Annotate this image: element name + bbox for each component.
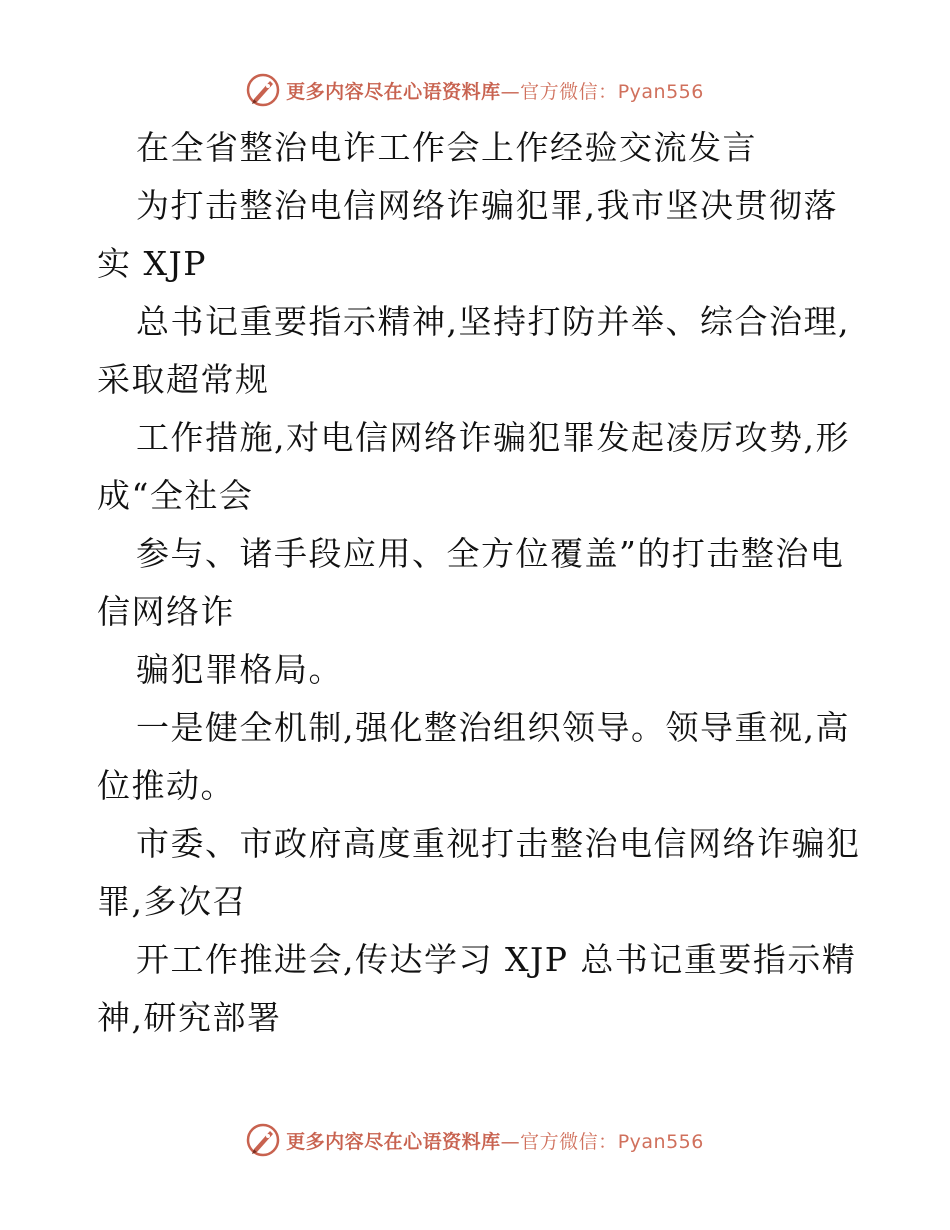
- banner-wechat-id: Pyan556: [617, 1130, 704, 1153]
- banner-wechat-label: 官方微信：: [520, 80, 618, 103]
- banner-brand: 更多内容尽在心语资料库: [286, 1130, 501, 1153]
- paragraph-line: 参与、诸手段应用、全方位覆盖”的打击整治电: [136, 534, 845, 573]
- paragraph-line: 市委、市政府高度重视打击整治电信网络诈骗犯: [136, 824, 861, 863]
- banner-wechat-label: 官方微信：: [520, 1130, 618, 1153]
- paragraph-line: 为打击整治电信网络诈骗犯罪,我市坚决贯彻落: [136, 186, 838, 225]
- banner-separator: —: [500, 1130, 521, 1153]
- paragraph-line: 工作措施,对电信网络诈骗犯罪发起凌厉攻势,形: [136, 418, 850, 457]
- paragraph-line: 实 XJP: [97, 244, 207, 283]
- paragraph-line: 采取超常规: [97, 360, 270, 399]
- header-watermark-banner: [0, 72, 950, 108]
- banner-text: [286, 77, 704, 104]
- paragraph-line: 罪,多次召: [97, 882, 247, 921]
- document-title: 在全省整治电诈工作会上作经验交流发言: [136, 128, 757, 167]
- quill-pen-logo-icon: [246, 1123, 280, 1157]
- footer-watermark-banner: [0, 1122, 950, 1158]
- banner-text: [286, 1127, 704, 1154]
- banner-separator: —: [500, 80, 521, 103]
- paragraph-line: 开工作推进会,传达学习 XJP 总书记重要指示精: [136, 940, 857, 979]
- banner-brand: 更多内容尽在心语资料库: [286, 80, 501, 103]
- paragraph-line: 骗犯罪格局。: [136, 650, 343, 689]
- paragraph-line: 位推动。: [97, 766, 235, 805]
- paragraph-line: 成“全社会: [97, 476, 254, 515]
- paragraph-line: 神,研究部署: [97, 998, 282, 1037]
- paragraph-line: 信网络诈: [97, 592, 235, 631]
- quill-pen-logo-icon: [246, 73, 280, 107]
- paragraph-line: 总书记重要指示精神,坚持打防并举、综合治理,: [136, 302, 850, 341]
- banner-wechat-id: Pyan556: [617, 80, 704, 103]
- paragraph-line: 一是健全机制,强化整治组织领导。领导重视,高: [136, 708, 850, 747]
